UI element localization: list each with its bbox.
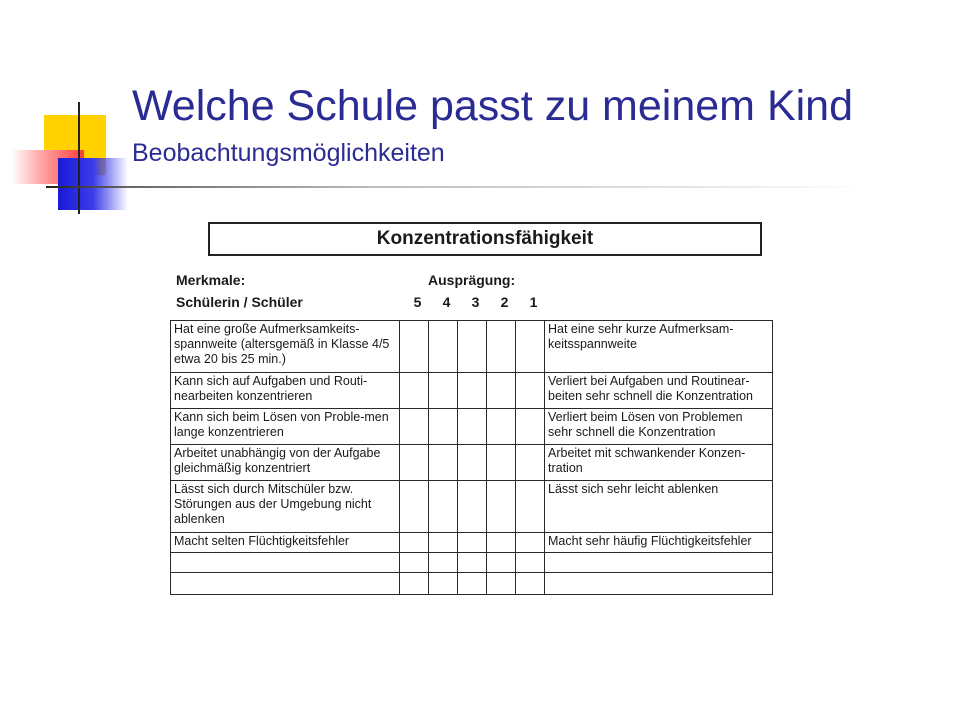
rating-cell-5[interactable]	[400, 409, 429, 445]
merkmale-label: Merkmale:	[176, 272, 246, 288]
table-row	[171, 481, 773, 533]
rating-cell-3[interactable]	[458, 553, 487, 573]
rating-cell-4[interactable]	[429, 409, 458, 445]
slide-subtitle: Beobachtungsmöglichkeiten	[132, 139, 445, 167]
rating-cell-2[interactable]	[487, 445, 516, 481]
rating-cell-3[interactable]	[458, 321, 487, 373]
rating-cell-5[interactable]	[400, 373, 429, 409]
rating-cell-1[interactable]	[516, 553, 545, 573]
scale-label-5: 5	[413, 294, 422, 310]
rating-cell-2[interactable]	[487, 553, 516, 573]
title-underline	[46, 186, 866, 188]
table-row	[171, 445, 773, 481]
table-row	[171, 373, 773, 409]
rating-cell-4[interactable]	[429, 533, 458, 553]
rating-cell-5[interactable]	[400, 553, 429, 573]
rating-cell-1[interactable]	[516, 321, 545, 373]
trait-positive	[171, 573, 400, 595]
trait-negative: Macht sehr häufig Flüchtigkeitsfehler	[545, 533, 773, 553]
auspraegung-label: Ausprägung:	[428, 272, 516, 288]
trait-positive: Kann sich auf Aufgaben und Routi-nearbeiten konzentrieren	[171, 373, 400, 409]
rating-cell-2[interactable]	[487, 373, 516, 409]
scale-label-3: 3	[471, 294, 480, 310]
trait-positive: Arbeitet unabhängig von der Aufgabe gleichmäßig konzentriert	[171, 445, 400, 481]
rating-table	[170, 320, 773, 595]
decorative-vertical-line	[78, 102, 80, 214]
sheet-heading: Konzentrationsfähigkeit	[208, 222, 762, 256]
rating-cell-1[interactable]	[516, 481, 545, 533]
rating-cell-4[interactable]	[429, 573, 458, 595]
trait-negative	[545, 573, 773, 595]
rating-cell-3[interactable]	[458, 481, 487, 533]
rating-cell-5[interactable]	[400, 445, 429, 481]
rating-cell-3[interactable]	[458, 409, 487, 445]
rating-table-body	[171, 321, 773, 595]
rating-cell-2[interactable]	[487, 321, 516, 373]
table-row	[171, 321, 773, 373]
rating-cell-4[interactable]	[429, 321, 458, 373]
rating-cell-5[interactable]	[400, 481, 429, 533]
rating-cell-3[interactable]	[458, 533, 487, 553]
table-row	[171, 573, 773, 595]
rating-cell-3[interactable]	[458, 573, 487, 595]
rating-cell-5[interactable]	[400, 321, 429, 373]
trait-positive: Kann sich beim Lösen von Proble-men lange konzentrieren	[171, 409, 400, 445]
table-row	[171, 533, 773, 553]
trait-negative: Hat eine sehr kurze Aufmerksam-keitsspannweite	[545, 321, 773, 373]
rating-cell-4[interactable]	[429, 373, 458, 409]
trait-positive: Lässt sich durch Mitschüler bzw. Störungen aus der Umgebung nicht ablenken	[171, 481, 400, 533]
rating-cell-1[interactable]	[516, 373, 545, 409]
scale-label-1: 1	[529, 294, 538, 310]
rating-cell-3[interactable]	[458, 373, 487, 409]
scale-label-4: 4	[442, 294, 451, 310]
trait-negative: Arbeitet mit schwankender Konzen-tration	[545, 445, 773, 481]
table-row	[171, 409, 773, 445]
trait-negative	[545, 553, 773, 573]
rating-cell-2[interactable]	[487, 481, 516, 533]
rating-cell-4[interactable]	[429, 481, 458, 533]
rating-cell-1[interactable]	[516, 409, 545, 445]
trait-negative: Verliert bei Aufgaben und Routinear-beiten sehr schnell die Konzentration	[545, 373, 773, 409]
rating-cell-2[interactable]	[487, 573, 516, 595]
schueler-label: Schülerin / Schüler	[176, 294, 303, 310]
rating-cell-1[interactable]	[516, 445, 545, 481]
rating-cell-5[interactable]	[400, 573, 429, 595]
table-row	[171, 553, 773, 573]
rating-cell-4[interactable]	[429, 553, 458, 573]
rating-cell-3[interactable]	[458, 445, 487, 481]
rating-cell-2[interactable]	[487, 533, 516, 553]
observation-sheet	[166, 214, 778, 606]
trait-positive	[171, 553, 400, 573]
rating-cell-1[interactable]	[516, 573, 545, 595]
rating-cell-5[interactable]	[400, 533, 429, 553]
trait-positive: Hat eine große Aufmerksamkeits-spannweite (altersgemäß in Klasse 4/5 etwa 20 bis 25 min.)	[171, 321, 400, 373]
slide-title: Welche Schule passt zu meinem Kind	[132, 82, 854, 130]
trait-positive: Macht selten Flüchtigkeitsfehler	[171, 533, 400, 553]
rating-cell-2[interactable]	[487, 409, 516, 445]
scale-label-2: 2	[500, 294, 509, 310]
trait-negative: Verliert beim Lösen von Problemen sehr schnell die Konzentration	[545, 409, 773, 445]
decorative-blue-square	[58, 158, 128, 210]
rating-cell-4[interactable]	[429, 445, 458, 481]
rating-cell-1[interactable]	[516, 533, 545, 553]
trait-negative: Lässt sich sehr leicht ablenken	[545, 481, 773, 533]
